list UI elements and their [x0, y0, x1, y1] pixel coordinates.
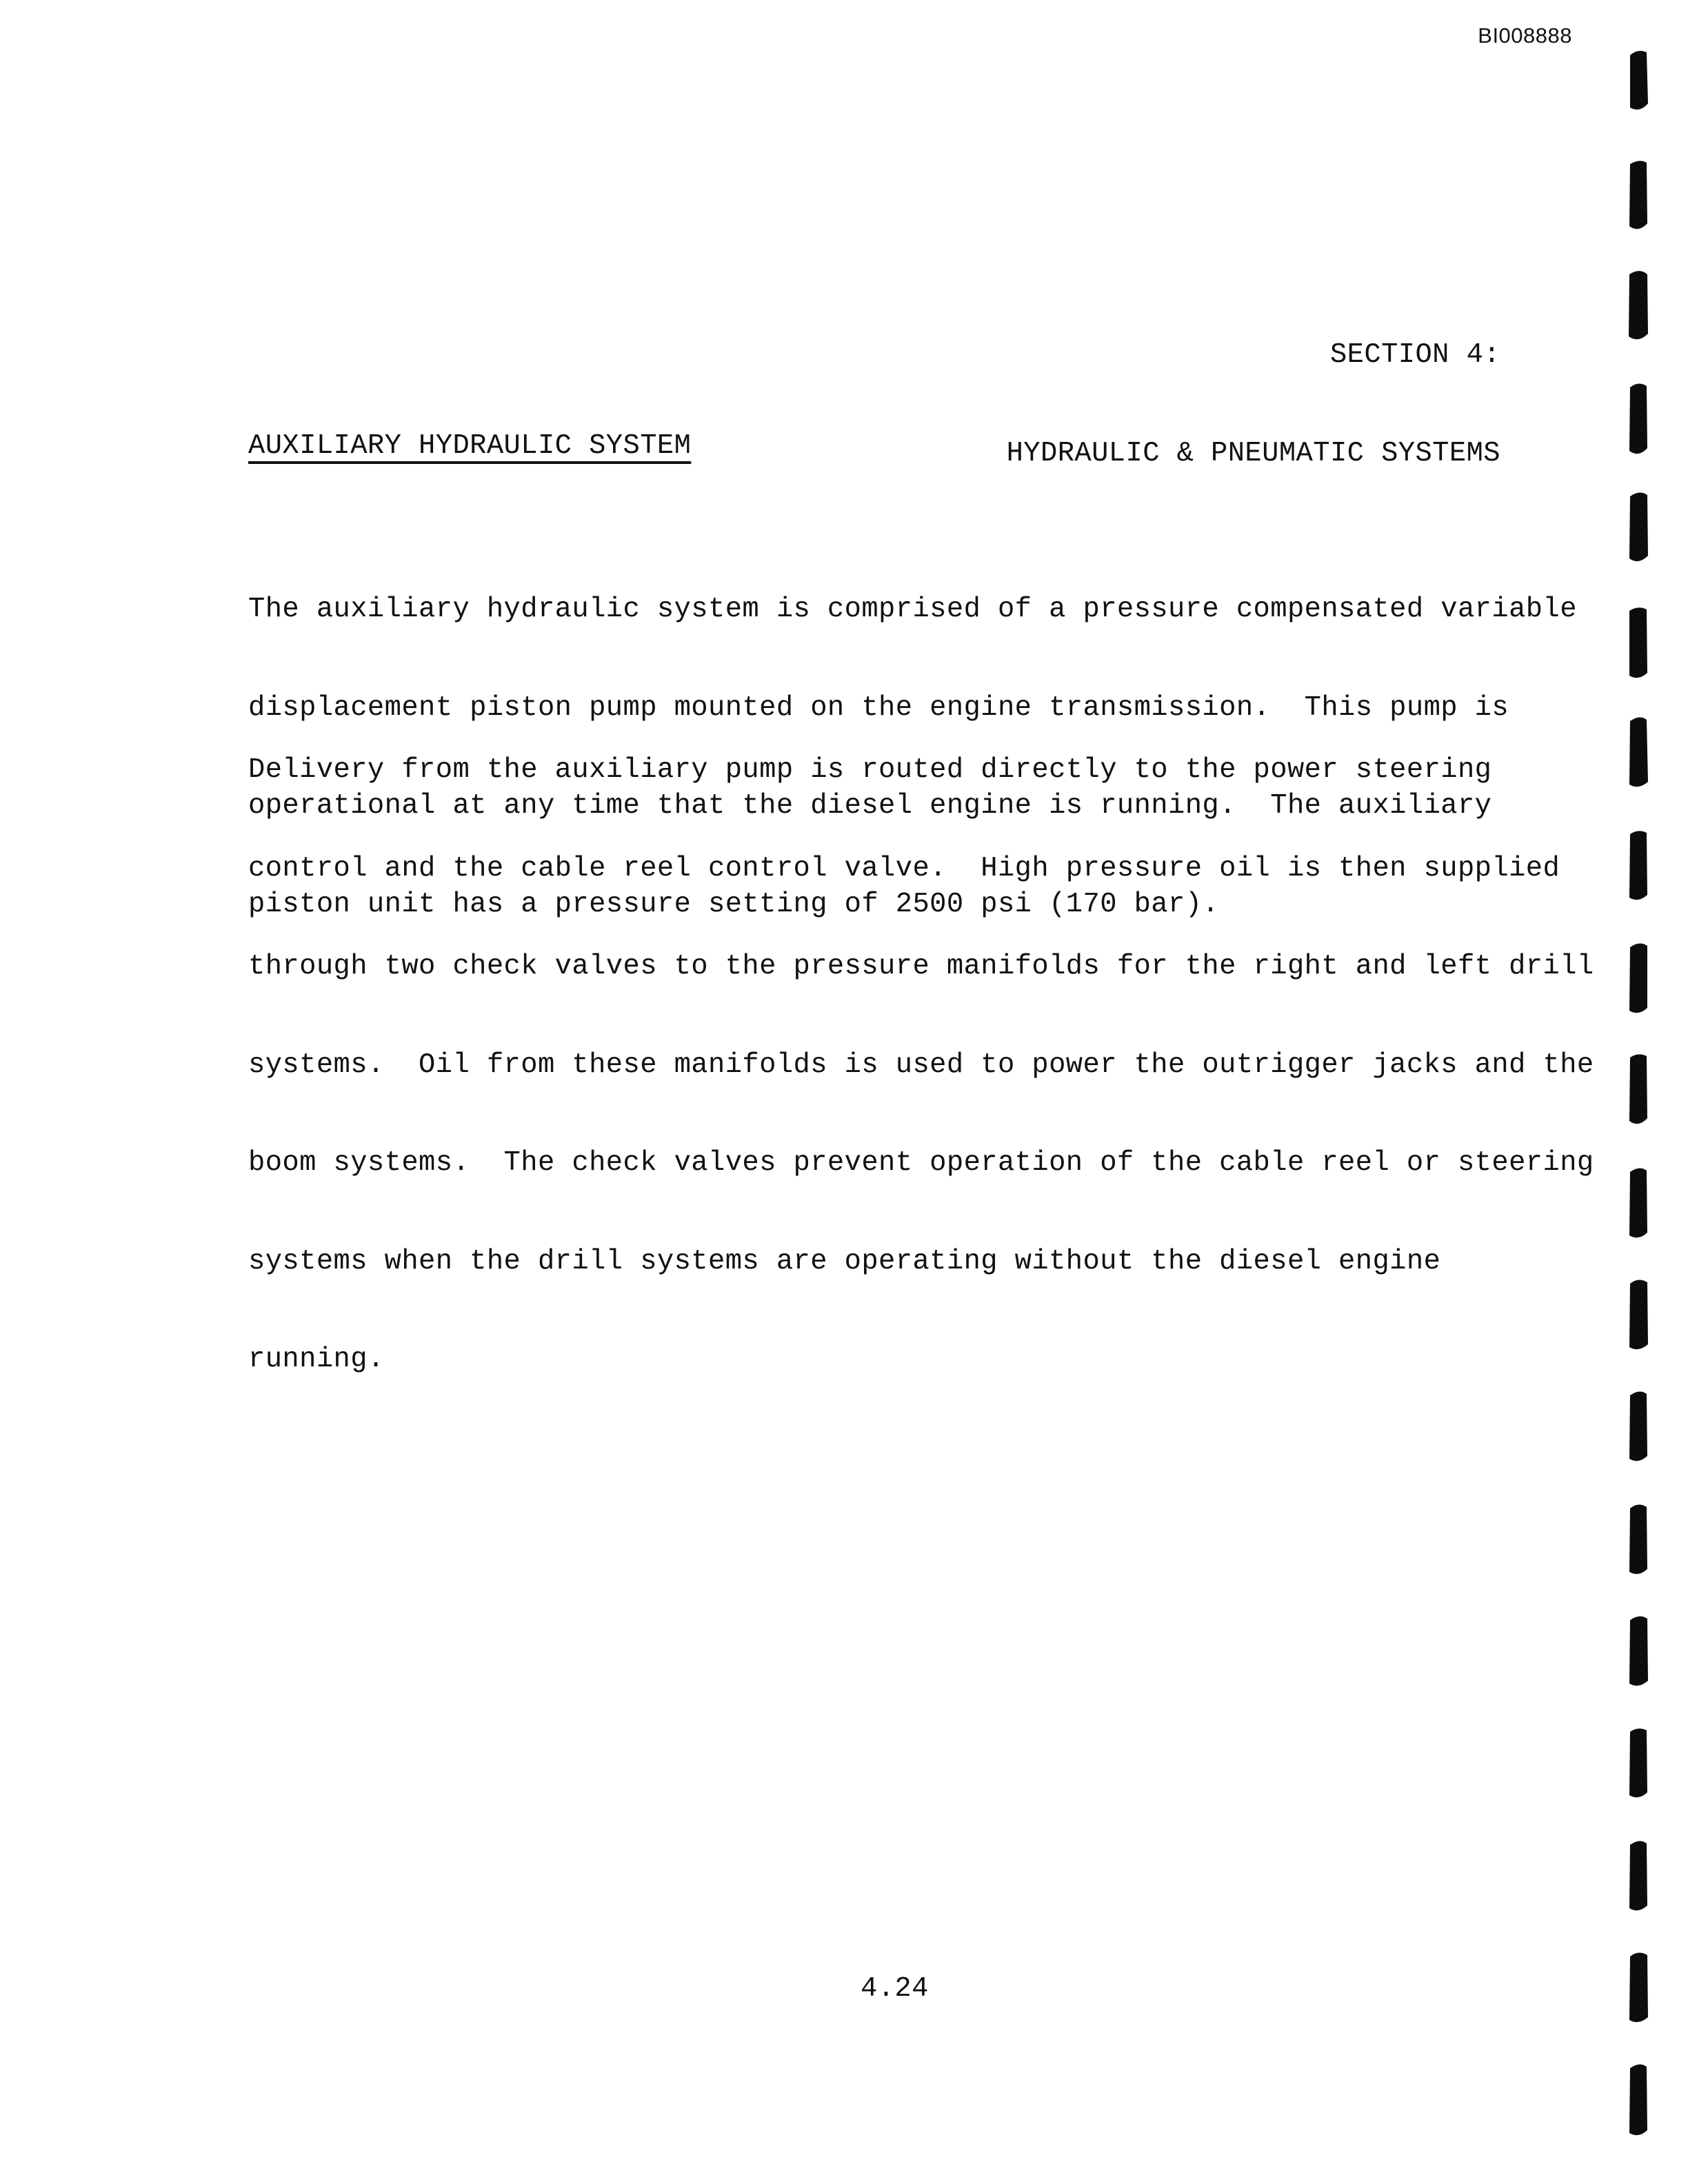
paragraph-line: displacement piston pump mounted on the engine transmission. This pump is	[248, 691, 1509, 724]
document-id: BI008888	[1478, 23, 1572, 48]
punch-hole	[1629, 1616, 1648, 1686]
punch-hole	[1629, 831, 1647, 900]
paragraph-line: through two check valves to the pressure manifolds for the right and left drill	[248, 951, 1594, 982]
section-name: HYDRAULIC & PNEUMATIC SYSTEMS	[1006, 437, 1500, 469]
section-title: AUXILIARY HYDRAULIC SYSTEM	[248, 430, 692, 462]
punch-hole	[1629, 161, 1647, 229]
punch-hole	[1629, 2064, 1647, 2135]
section-number: SECTION 4:	[1329, 339, 1500, 371]
punch-hole	[1629, 1054, 1647, 1124]
punch-hole	[1629, 717, 1648, 787]
page-number: 4.24	[861, 1973, 929, 2005]
binder-punch-holes	[1605, 0, 1688, 2184]
paragraph-line: boom systems. The check valves prevent operation of the cable reel or steering	[248, 1147, 1594, 1179]
punch-hole	[1629, 271, 1648, 339]
paragraph-line: running.	[248, 1344, 385, 1375]
section-header	[1007, 274, 1500, 503]
punch-hole	[1629, 492, 1648, 561]
paragraph-2	[248, 689, 1594, 1409]
punch-hole	[1630, 51, 1648, 110]
punch-hole	[1629, 1391, 1647, 1461]
paragraph-line: The auxiliary hydraulic system is comprised of a pressure compensated variable	[248, 594, 1577, 625]
paragraph-line: Delivery from the auxiliary pump is routed directly to the power steering	[248, 754, 1492, 786]
punch-hole	[1629, 607, 1647, 678]
punch-hole	[1629, 1841, 1647, 1910]
punch-hole	[1629, 383, 1647, 454]
punch-hole	[1629, 1168, 1647, 1237]
paragraph-line: piston unit has a pressure setting of 2500 psi (170 bar).	[248, 888, 1220, 920]
punch-hole	[1629, 943, 1647, 1013]
paragraph-line: control and the cable reel control valve. High pressure oil is then supplied	[248, 852, 1560, 884]
punch-hole	[1629, 1952, 1648, 2022]
paragraph-line: systems. Oil from these manifolds is used to power the outrigger jacks and the	[248, 1049, 1594, 1081]
punch-hole	[1629, 1280, 1648, 1349]
paragraph-line: systems when the drill systems are operating without the diesel engine	[248, 1245, 1441, 1277]
punch-holes-graphic	[1605, 0, 1688, 2184]
punch-hole	[1629, 1504, 1647, 1574]
punch-hole	[1629, 1728, 1647, 1797]
paragraph-line: operational at any time that the diesel engine is running. The auxiliary	[248, 790, 1492, 822]
